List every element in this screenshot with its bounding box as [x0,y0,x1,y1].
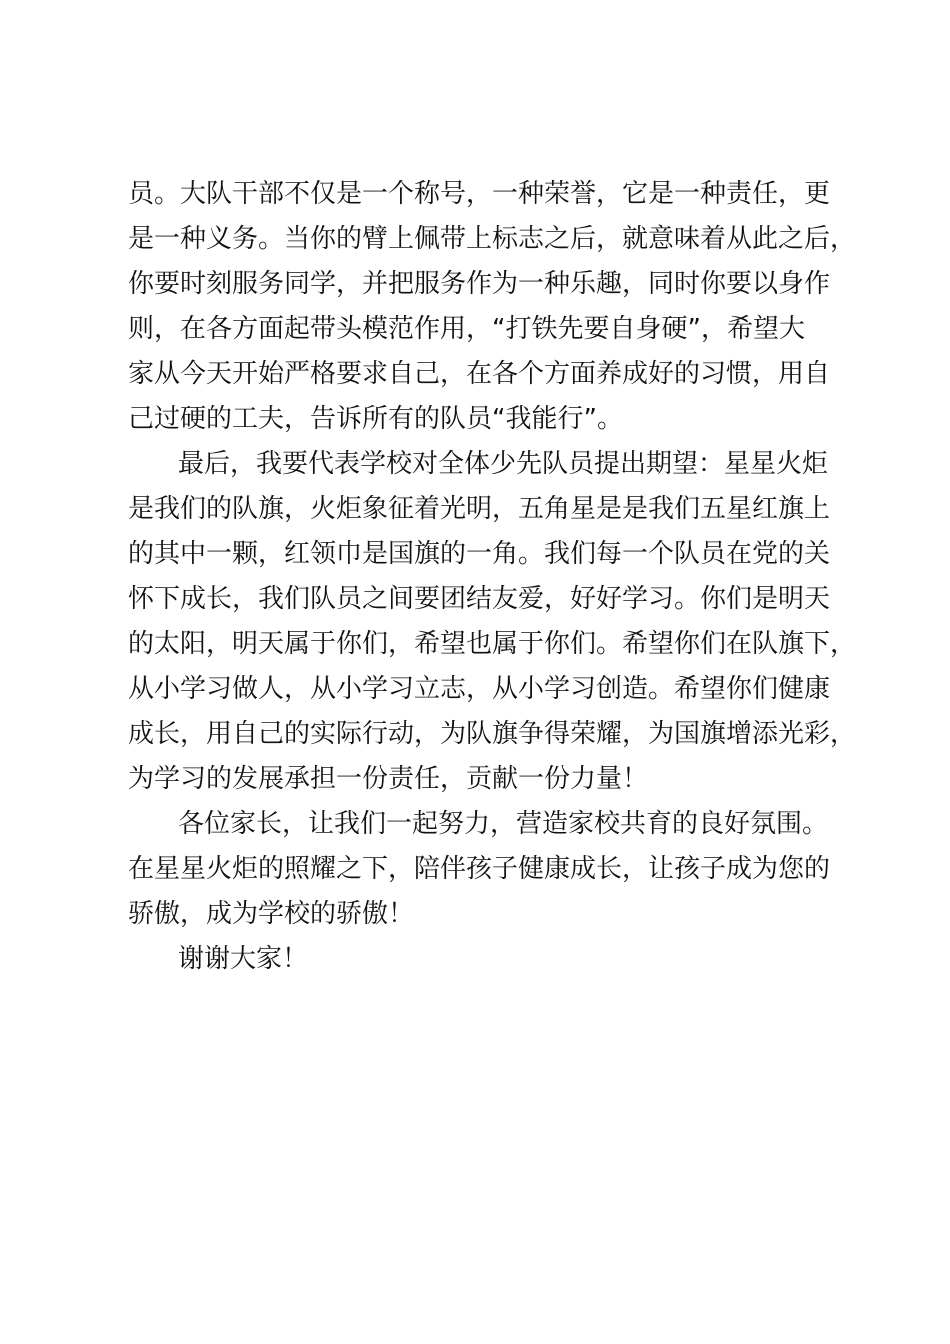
text-line: 为学习的发展承担一份责任，贡献一份力量！ [128,764,649,794]
text-line: 从小学习做人，从小学习立志，从小学习创造。希望你们健康 [128,674,831,704]
text-line: 在星星火炬的照耀之下，陪伴孩子健康成长，让孩子成为您的 [128,854,831,884]
text-line: 则，在各方面起带头模范作用，“打铁先要自身硬”，希望大 [128,314,805,344]
text-line: 己过硬的工夫，告诉所有的队员“我能行”。 [128,404,623,434]
text-line: 的太阳，明天属于你们，希望也属于你们。希望你们在队旗下， [128,629,857,659]
body-text [128,172,857,982]
text-line: 成长，用自己的实际行动，为队旗争得荣耀，为国旗增添光彩， [128,719,857,749]
paragraph-start-line: 最后，我要代表学校对全体少先队员提出期望：星星火炬 [178,449,829,479]
closing-line: 谢谢大家！ [178,944,309,974]
text-line: 你要时刻服务同学，并把服务作为一种乐趣，同时你要以身作 [128,269,831,299]
text-line: 是我们的队旗，火炬象征着光明，五角星是是我们五星红旗上 [128,494,831,524]
text-line: 怀下成长，我们队员之间要团结友爱，好好学习。你们是明天 [128,584,831,614]
text-line: 员。大队干部不仅是一个称号，一种荣誉，它是一种责任，更 [128,179,831,209]
paragraph-start-line: 各位家长，让我们一起努力，营造家校共育的良好氛围。 [178,809,829,839]
text-line: 是一种义务。当你的臂上佩带上标志之后，就意味着从此之后， [128,224,857,254]
text-line: 的其中一颗，红领巾是国旗的一角。我们每一个队员在党的关 [128,539,831,569]
text-line: 骄傲，成为学校的骄傲！ [128,899,415,929]
text-line: 家从今天开始严格要求自己，在各个方面养成好的习惯，用自 [128,359,831,389]
